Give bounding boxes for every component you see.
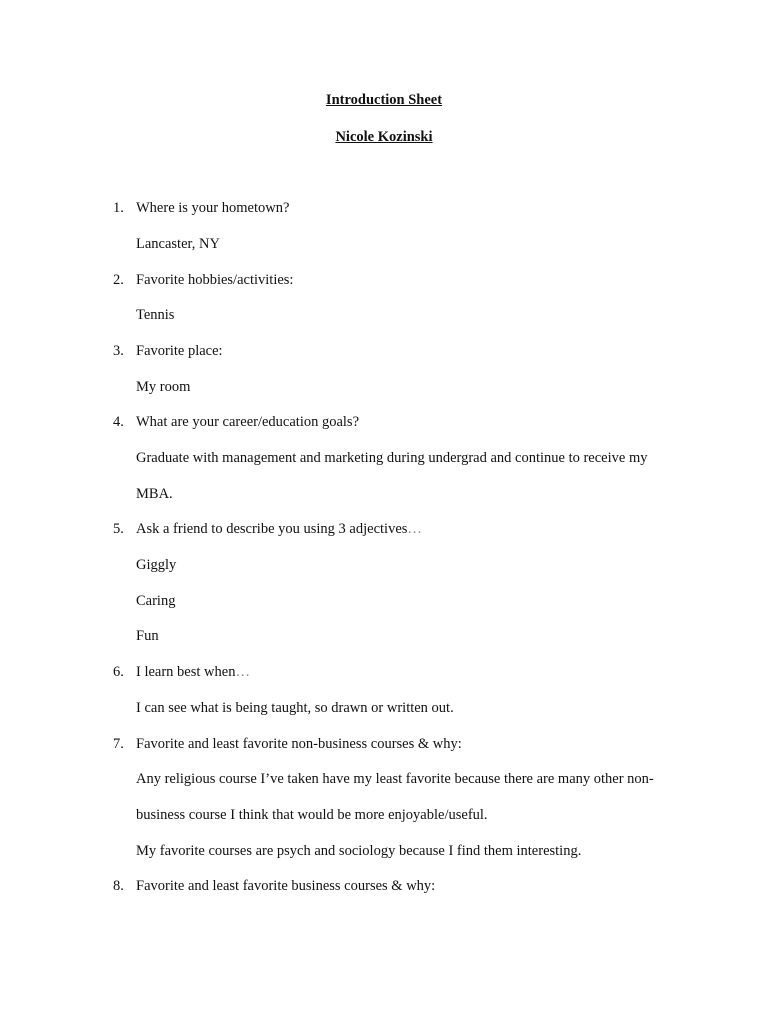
question-text: Ask a friend to describe you using 3 adjectives [136,521,408,537]
question-line [136,521,422,538]
question-number: 2. [113,272,124,288]
answer-text: Fun [136,628,159,644]
answer-text: I can see what is being taught, so drawn or written out. [136,700,454,716]
ellipsis: … [407,521,422,537]
question-number: 6. [113,664,124,680]
ellipsis: … [235,664,250,680]
question-number: 5. [113,521,124,537]
question-text: Where is your hometown? [136,200,290,216]
question-number: 1. [113,200,124,216]
question-text: Favorite place: [136,343,223,359]
question-number: 4. [113,414,124,430]
question-number: 7. [113,736,124,752]
answer-text: business course I think that would be more enjoyable/useful. [136,807,488,823]
answer-text: Graduate with management and marketing during undergrad and continue to receive my [136,450,648,466]
answer-text: My room [136,379,191,395]
question-text: Favorite hobbies/activities: [136,272,294,288]
question-text: Favorite and least favorite business courses & why: [136,878,436,894]
answer-text: Giggly [136,557,177,573]
document-title: Introduction Sheet [325,92,443,108]
question-text: I learn best when [136,664,236,680]
question-text: Favorite and least favorite non-business courses & why: [136,736,462,752]
answer-text: Tennis [136,307,175,323]
answer-text: Any religious course I’ve taken have my least favorite because there are many other non- [136,771,654,787]
question-number: 3. [113,343,124,359]
answer-text: My favorite courses are psych and sociology because I find them interesting. [136,843,582,859]
question-line [136,664,250,681]
answer-text: Caring [136,593,176,609]
author-name: Nicole Kozinski [335,129,433,145]
question-number: 8. [113,878,124,894]
answer-text: MBA. [136,486,173,502]
answer-text: Lancaster, NY [136,236,220,252]
question-text: What are your career/education goals? [136,414,360,430]
